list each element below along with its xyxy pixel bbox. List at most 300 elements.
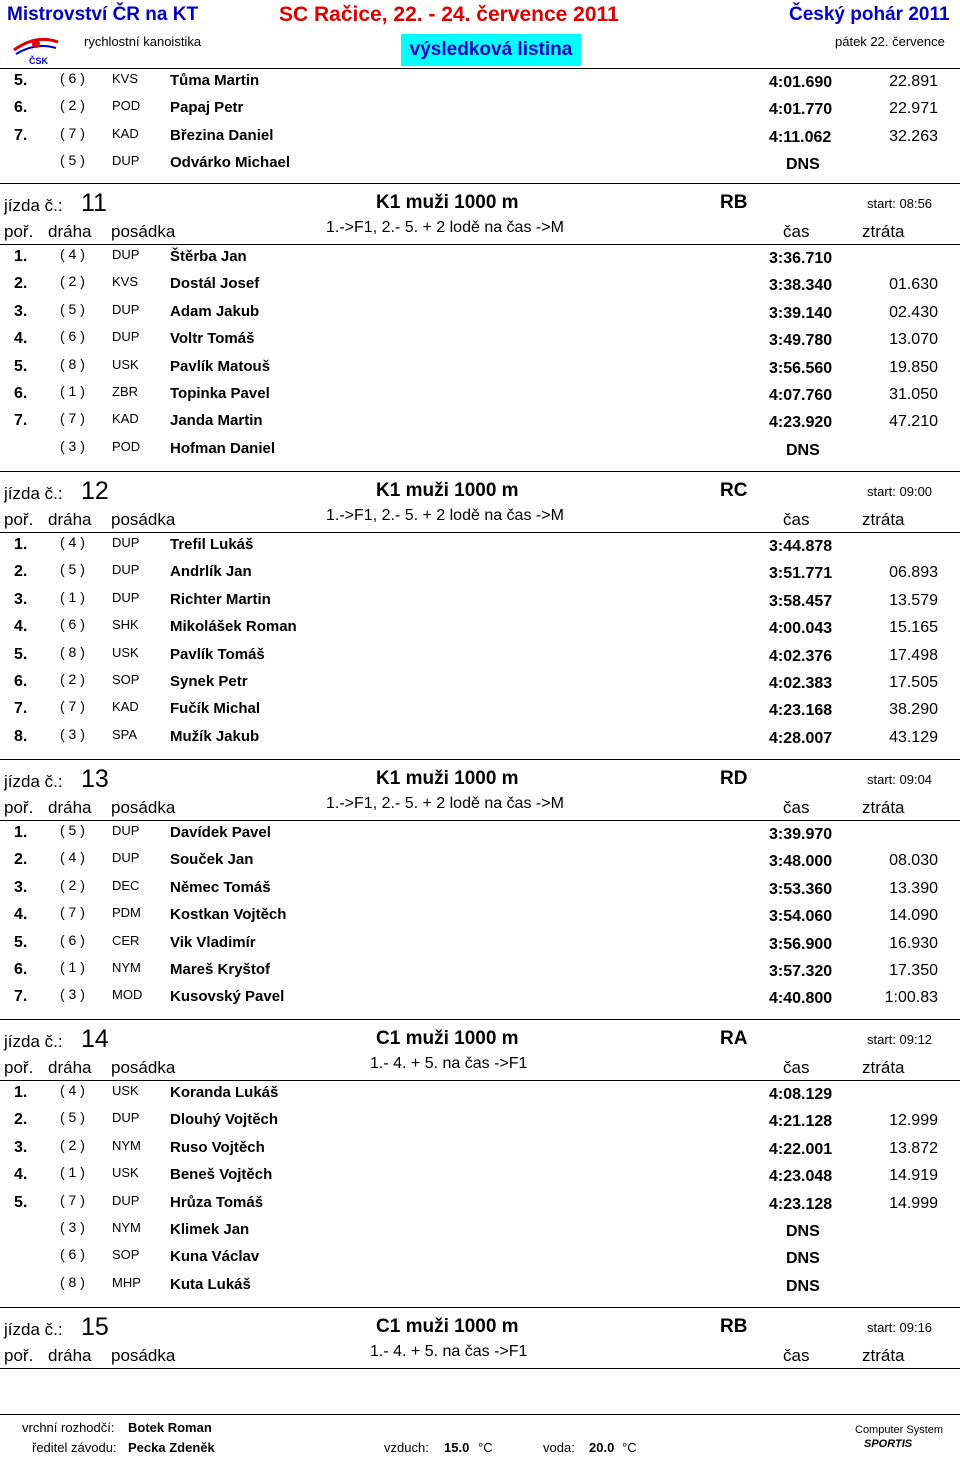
result-row bbox=[0, 697, 960, 724]
lane-cell: ( 7 ) bbox=[60, 125, 85, 141]
time-cell: 4:01.770 bbox=[769, 101, 833, 118]
air-temp-label: vzduch: bbox=[384, 1440, 429, 1455]
loss-cell: 22.971 bbox=[889, 100, 938, 117]
place-cell: 7. bbox=[14, 988, 28, 1005]
name-cell: Hrůza Tomáš bbox=[170, 1194, 264, 1211]
place-cell: 3. bbox=[14, 879, 28, 896]
time-cell: DNS bbox=[786, 1223, 820, 1240]
time-cell: 4:08.129 bbox=[769, 1086, 833, 1103]
time-cell: 3:54.060 bbox=[769, 908, 833, 925]
water-temp-label: voda: bbox=[543, 1440, 575, 1455]
race-group: RD bbox=[720, 768, 748, 789]
federation-logo bbox=[10, 28, 62, 66]
place-cell: 4. bbox=[14, 1166, 28, 1183]
loss-cell: 01.630 bbox=[889, 276, 938, 293]
col-loss-header: ztráta bbox=[862, 1058, 905, 1077]
place-cell: 6. bbox=[14, 961, 28, 978]
club-cell: NYM bbox=[112, 1220, 141, 1235]
loss-cell: 38.290 bbox=[889, 701, 938, 718]
place-cell: 6. bbox=[14, 99, 28, 116]
race-number: 13 bbox=[81, 765, 109, 793]
name-cell: Dlouhý Vojtěch bbox=[170, 1111, 279, 1128]
name-cell: Hofman Daniel bbox=[170, 440, 276, 457]
time-cell: 4:07.760 bbox=[769, 387, 833, 404]
lane-cell: ( 6 ) bbox=[60, 328, 85, 344]
col-lane-header: dráha bbox=[48, 1346, 92, 1365]
club-cell: KVS bbox=[112, 274, 139, 289]
time-cell: DNS bbox=[786, 442, 820, 459]
col-time-header: čas bbox=[783, 510, 810, 529]
race-divider bbox=[0, 1019, 960, 1020]
col-time-header: čas bbox=[783, 222, 810, 241]
result-row bbox=[0, 1163, 960, 1190]
footer-divider bbox=[0, 1414, 960, 1415]
place-cell: 4. bbox=[14, 906, 28, 923]
computer-system-label: Computer System bbox=[855, 1424, 944, 1436]
place-cell: 8. bbox=[14, 728, 28, 745]
race-group: RB bbox=[720, 192, 748, 213]
club-cell: CER bbox=[112, 933, 140, 948]
championship-title: Mistrovství ČR na KT bbox=[7, 4, 199, 25]
place-cell: 2. bbox=[14, 563, 28, 580]
place-cell: 1. bbox=[14, 248, 28, 265]
col-time-header: čas bbox=[783, 1346, 810, 1365]
col-lane-header: dráha bbox=[48, 1058, 92, 1077]
club-cell: NYM bbox=[112, 960, 141, 975]
lane-cell: ( 7 ) bbox=[60, 410, 85, 426]
club-cell: DUP bbox=[112, 562, 140, 577]
day-label: pátek 22. července bbox=[835, 34, 945, 49]
col-time-header: čas bbox=[783, 798, 810, 817]
race-label: jízda č.: bbox=[4, 1032, 63, 1051]
name-cell: Dostál Josef bbox=[170, 275, 260, 292]
name-cell: Pavlík Matouš bbox=[170, 358, 271, 375]
loss-cell: 08.030 bbox=[889, 852, 938, 869]
col-time-header: čas bbox=[783, 1058, 810, 1077]
lane-cell: ( 1 ) bbox=[60, 1164, 85, 1180]
result-row bbox=[0, 1108, 960, 1135]
club-cell: KAD bbox=[112, 411, 139, 426]
result-row bbox=[0, 643, 960, 670]
col-crew-header: posádka bbox=[111, 1346, 176, 1365]
lane-cell: ( 2 ) bbox=[60, 671, 85, 687]
sportis-logo: SPORTIS bbox=[864, 1438, 913, 1450]
time-cell: DNS bbox=[786, 1278, 820, 1295]
lane-cell: ( 5 ) bbox=[60, 561, 85, 577]
lane-cell: ( 3 ) bbox=[60, 1219, 85, 1235]
result-row bbox=[0, 409, 960, 436]
result-row bbox=[0, 1273, 960, 1300]
col-loss-header: ztráta bbox=[862, 1346, 905, 1365]
result-row bbox=[0, 903, 960, 930]
name-cell: Mikolášek Roman bbox=[170, 618, 297, 635]
time-cell: 3:38.340 bbox=[769, 277, 833, 294]
time-cell: 4:28.007 bbox=[769, 730, 833, 747]
time-cell: 4:23.920 bbox=[769, 414, 833, 431]
club-cell: DUP bbox=[112, 850, 140, 865]
lane-cell: ( 7 ) bbox=[60, 1192, 85, 1208]
place-cell: 3. bbox=[14, 303, 28, 320]
place-cell: 4. bbox=[14, 618, 28, 635]
col-lane-header: dráha bbox=[48, 222, 92, 241]
name-cell: Kuna Václav bbox=[170, 1248, 260, 1265]
lane-cell: ( 1 ) bbox=[60, 589, 85, 605]
logo-text: ČSK bbox=[29, 56, 49, 66]
race-title: K1 muži 1000 m bbox=[376, 768, 519, 789]
race-number: 12 bbox=[81, 477, 109, 505]
loss-cell: 31.050 bbox=[889, 386, 938, 403]
race-title: C1 muži 1000 m bbox=[376, 1028, 519, 1049]
race-label: jízda č.: bbox=[4, 1320, 63, 1339]
time-cell: 3:48.000 bbox=[769, 853, 833, 870]
club-cell: DUP bbox=[112, 535, 140, 550]
result-row bbox=[0, 848, 960, 875]
place-cell: 7. bbox=[14, 412, 28, 429]
name-cell: Mareš Kryštof bbox=[170, 961, 271, 978]
place-cell: 5. bbox=[14, 1194, 28, 1211]
place-cell: 1. bbox=[14, 1084, 28, 1101]
result-row bbox=[0, 327, 960, 354]
loss-cell: 14.919 bbox=[889, 1167, 938, 1184]
time-cell: 4:23.168 bbox=[769, 702, 833, 719]
club-cell: DEC bbox=[112, 878, 140, 893]
place-cell: 5. bbox=[14, 646, 28, 663]
place-cell: 3. bbox=[14, 1139, 28, 1156]
name-cell: Davídek Pavel bbox=[170, 824, 271, 841]
lane-cell: ( 2 ) bbox=[60, 273, 85, 289]
lane-cell: ( 8 ) bbox=[60, 1274, 85, 1290]
lane-cell: ( 6 ) bbox=[60, 616, 85, 632]
time-cell: 4:02.383 bbox=[769, 675, 833, 692]
club-cell: KVS bbox=[112, 71, 139, 86]
air-temp-unit: °C bbox=[478, 1440, 493, 1455]
result-row bbox=[0, 151, 960, 178]
time-cell: 4:01.690 bbox=[769, 74, 833, 91]
place-cell: 4. bbox=[14, 330, 28, 347]
col-crew-header: posádka bbox=[111, 222, 176, 241]
race-title: C1 muži 1000 m bbox=[376, 1316, 519, 1337]
time-cell: DNS bbox=[786, 1250, 820, 1267]
loss-cell: 12.999 bbox=[889, 1112, 938, 1129]
club-cell: USK bbox=[112, 1083, 139, 1098]
col-place-header: poř. bbox=[4, 222, 34, 241]
name-cell: Kostkan Vojtěch bbox=[170, 906, 287, 923]
time-cell: 3:36.710 bbox=[769, 250, 833, 267]
name-cell: Koranda Lukáš bbox=[170, 1084, 279, 1101]
time-cell: 4:23.128 bbox=[769, 1196, 833, 1213]
result-row bbox=[0, 1081, 960, 1108]
loss-cell: 14.090 bbox=[889, 907, 938, 924]
lane-cell: ( 1 ) bbox=[60, 959, 85, 975]
name-cell: Tůma Martin bbox=[170, 72, 260, 89]
lane-cell: ( 6 ) bbox=[60, 70, 85, 86]
lane-cell: ( 8 ) bbox=[60, 356, 85, 372]
result-row bbox=[0, 958, 960, 985]
club-cell: SOP bbox=[112, 1247, 140, 1262]
lane-cell: ( 6 ) bbox=[60, 932, 85, 948]
time-cell: 3:53.360 bbox=[769, 881, 833, 898]
race-label: jízda č.: bbox=[4, 772, 63, 791]
place-cell: 1. bbox=[14, 536, 28, 553]
lane-cell: ( 2 ) bbox=[60, 877, 85, 893]
race-number: 15 bbox=[81, 1313, 109, 1341]
club-cell: MHP bbox=[112, 1275, 141, 1290]
name-cell: Andrlík Jan bbox=[170, 563, 252, 580]
place-cell: 1. bbox=[14, 824, 28, 841]
club-cell: SOP bbox=[112, 672, 140, 687]
lane-cell: ( 2 ) bbox=[60, 97, 85, 113]
name-cell: Štěrba Jan bbox=[170, 248, 247, 265]
race-start-time: start: 09:16 bbox=[867, 1320, 933, 1335]
lane-cell: ( 5 ) bbox=[60, 1109, 85, 1125]
race-start-time: start: 09:00 bbox=[867, 484, 933, 499]
col-lane-header: dráha bbox=[48, 510, 92, 529]
place-cell: 5. bbox=[14, 934, 28, 951]
referee-label: vrchní rozhodčí: bbox=[22, 1420, 115, 1435]
name-cell: Ruso Vojtěch bbox=[170, 1139, 265, 1156]
loss-cell: 17.498 bbox=[889, 647, 938, 664]
race-number: 14 bbox=[81, 1025, 109, 1053]
place-cell: 6. bbox=[14, 385, 28, 402]
result-row bbox=[0, 560, 960, 587]
result-row bbox=[0, 1191, 960, 1218]
air-temp-value: 15.0 bbox=[444, 1440, 470, 1455]
name-cell: Souček Jan bbox=[170, 851, 254, 868]
loss-cell: 13.390 bbox=[889, 880, 938, 897]
loss-cell: 17.350 bbox=[889, 962, 938, 979]
progression-rule: 1.- 4. + 5. na čas ->F1 bbox=[370, 1055, 528, 1072]
col-loss-header: ztráta bbox=[862, 510, 905, 529]
club-cell: KAD bbox=[112, 699, 139, 714]
lane-cell: ( 4 ) bbox=[60, 849, 85, 865]
progression-rule: 1.- 4. + 5. na čas ->F1 bbox=[370, 1343, 528, 1360]
time-cell: DNS bbox=[786, 156, 820, 173]
time-cell: 3:44.878 bbox=[769, 538, 833, 555]
name-cell: Synek Petr bbox=[170, 673, 248, 690]
progression-rule: 1.->F1, 2.- 5. + 2 lodě na čas ->M bbox=[326, 219, 564, 236]
time-cell: 4:00.043 bbox=[769, 620, 833, 637]
race-label: jízda č.: bbox=[4, 196, 63, 215]
result-row bbox=[0, 588, 960, 615]
race-group: RB bbox=[720, 1316, 748, 1337]
race-divider bbox=[0, 1307, 960, 1308]
place-cell: 3. bbox=[14, 591, 28, 608]
col-place-header: poř. bbox=[4, 798, 34, 817]
lane-cell: ( 3 ) bbox=[60, 986, 85, 1002]
document-type-banner: výsledková listina bbox=[401, 34, 581, 66]
club-cell: SHK bbox=[112, 617, 139, 632]
lane-cell: ( 4 ) bbox=[60, 246, 85, 262]
time-cell: 3:58.457 bbox=[769, 593, 833, 610]
race-header bbox=[0, 762, 960, 820]
race-divider bbox=[0, 471, 960, 472]
col-loss-header: ztráta bbox=[862, 222, 905, 241]
lane-cell: ( 7 ) bbox=[60, 904, 85, 920]
water-temp-value: 20.0 bbox=[589, 1440, 615, 1455]
name-cell: Pavlík Tomáš bbox=[170, 646, 265, 663]
col-place-header: poř. bbox=[4, 1058, 34, 1077]
time-cell: 3:56.560 bbox=[769, 360, 833, 377]
lane-cell: ( 3 ) bbox=[60, 438, 85, 454]
name-cell: Vik Vladimír bbox=[170, 934, 256, 951]
lane-cell: ( 3 ) bbox=[60, 726, 85, 742]
name-cell: Odvárko Michael bbox=[170, 154, 291, 171]
director-label: ředitel závodu: bbox=[32, 1440, 117, 1455]
club-cell: DUP bbox=[112, 1110, 140, 1125]
col-place-header: poř. bbox=[4, 1346, 34, 1365]
col-loss-header: ztráta bbox=[862, 798, 905, 817]
referee-name: Botek Roman bbox=[128, 1420, 212, 1435]
club-cell: ZBR bbox=[112, 384, 138, 399]
result-row bbox=[0, 300, 960, 327]
result-row bbox=[0, 615, 960, 642]
result-row bbox=[0, 382, 960, 409]
name-cell: Richter Martin bbox=[170, 591, 271, 608]
col-crew-header: posádka bbox=[111, 798, 176, 817]
race-title: K1 muži 1000 m bbox=[376, 192, 519, 213]
name-cell: Beneš Vojtěch bbox=[170, 1166, 273, 1183]
result-row bbox=[0, 355, 960, 382]
time-cell: 3:49.780 bbox=[769, 332, 833, 349]
name-cell: Adam Jakub bbox=[170, 303, 260, 320]
page-footer bbox=[0, 1416, 960, 1466]
name-cell: Topinka Pavel bbox=[170, 385, 270, 402]
club-cell: USK bbox=[112, 645, 139, 660]
lane-cell: ( 5 ) bbox=[60, 152, 85, 168]
time-cell: 4:21.128 bbox=[769, 1113, 833, 1130]
race-divider bbox=[0, 183, 960, 184]
name-cell: Klimek Jan bbox=[170, 1221, 250, 1238]
lane-cell: ( 5 ) bbox=[60, 301, 85, 317]
name-cell: Papaj Petr bbox=[170, 99, 244, 116]
result-row bbox=[0, 272, 960, 299]
club-cell: DUP bbox=[112, 302, 140, 317]
time-cell: 4:22.001 bbox=[769, 1141, 833, 1158]
club-cell: DUP bbox=[112, 590, 140, 605]
race-start-time: start: 09:12 bbox=[867, 1032, 933, 1047]
loss-cell: 15.165 bbox=[889, 619, 938, 636]
club-cell: USK bbox=[112, 1165, 139, 1180]
time-cell: 3:57.320 bbox=[769, 963, 833, 980]
col-crew-header: posádka bbox=[111, 1058, 176, 1077]
col-place-header: poř. bbox=[4, 510, 34, 529]
club-cell: KAD bbox=[112, 126, 139, 141]
club-cell: DUP bbox=[112, 153, 140, 168]
lane-cell: ( 4 ) bbox=[60, 1082, 85, 1098]
race-start-time: start: 09:04 bbox=[867, 772, 933, 787]
time-cell: 3:39.970 bbox=[769, 826, 833, 843]
loss-cell: 43.129 bbox=[889, 729, 938, 746]
discipline-label: rychlostní kanoistika bbox=[84, 34, 202, 49]
loss-cell: 13.579 bbox=[889, 592, 938, 609]
name-cell: Trefil Lukáš bbox=[170, 536, 254, 553]
event-title: SC Račice, 22. - 24. července 2011 bbox=[279, 3, 619, 26]
race-header bbox=[0, 474, 960, 532]
result-row bbox=[0, 876, 960, 903]
result-row bbox=[0, 69, 960, 96]
result-row bbox=[0, 821, 960, 848]
place-cell: 5. bbox=[14, 72, 28, 89]
col-lane-header: dráha bbox=[48, 798, 92, 817]
race-title: K1 muži 1000 m bbox=[376, 480, 519, 501]
name-cell: Kusovský Pavel bbox=[170, 988, 285, 1005]
race-number: 11 bbox=[81, 189, 107, 217]
loss-cell: 22.891 bbox=[889, 73, 938, 90]
lane-cell: ( 4 ) bbox=[60, 534, 85, 550]
result-row bbox=[0, 96, 960, 123]
col-crew-header: posádka bbox=[111, 510, 176, 529]
name-cell: Kuta Lukáš bbox=[170, 1276, 251, 1293]
time-cell: 4:23.048 bbox=[769, 1168, 833, 1185]
place-cell: 2. bbox=[14, 1111, 28, 1128]
loss-cell: 06.893 bbox=[889, 564, 938, 581]
place-cell: 7. bbox=[14, 127, 28, 144]
lane-cell: ( 2 ) bbox=[60, 1137, 85, 1153]
place-cell: 5. bbox=[14, 358, 28, 375]
race-group: RC bbox=[720, 480, 748, 501]
lane-cell: ( 8 ) bbox=[60, 644, 85, 660]
club-cell: DUP bbox=[112, 823, 140, 838]
race-header bbox=[0, 1022, 960, 1080]
result-row bbox=[0, 985, 960, 1012]
club-cell: POD bbox=[112, 98, 141, 113]
race-start-time: start: 08:56 bbox=[867, 196, 933, 211]
lane-cell: ( 1 ) bbox=[60, 383, 85, 399]
club-cell: DUP bbox=[112, 247, 140, 262]
place-cell: 2. bbox=[14, 275, 28, 292]
race-group: RA bbox=[720, 1028, 748, 1049]
result-row bbox=[0, 124, 960, 151]
loss-cell: 32.263 bbox=[889, 128, 938, 145]
result-row bbox=[0, 1136, 960, 1163]
club-cell: DUP bbox=[112, 329, 140, 344]
club-cell: MOD bbox=[112, 987, 143, 1002]
progression-rule: 1.->F1, 2.- 5. + 2 lodě na čas ->M bbox=[326, 507, 564, 524]
club-cell: NYM bbox=[112, 1138, 141, 1153]
cup-title: Český pohár 2011 bbox=[789, 4, 950, 25]
race-header bbox=[0, 186, 960, 244]
loss-cell: 19.850 bbox=[889, 359, 938, 376]
race-label: jízda č.: bbox=[4, 484, 63, 503]
name-cell: Fučík Michal bbox=[170, 700, 261, 717]
club-cell: DUP bbox=[112, 1193, 140, 1208]
club-cell: USK bbox=[112, 357, 139, 372]
result-row bbox=[0, 1245, 960, 1272]
result-row bbox=[0, 931, 960, 958]
name-cell: Němec Tomáš bbox=[170, 879, 271, 896]
loss-cell: 13.070 bbox=[889, 331, 938, 348]
progression-rule: 1.->F1, 2.- 5. + 2 lodě na čas ->M bbox=[326, 795, 564, 812]
lane-cell: ( 6 ) bbox=[60, 1246, 85, 1262]
club-cell: PDM bbox=[112, 905, 141, 920]
race-header-divider bbox=[0, 1368, 960, 1369]
water-temp-unit: °C bbox=[622, 1440, 637, 1455]
race-divider bbox=[0, 759, 960, 760]
loss-cell: 47.210 bbox=[889, 413, 938, 430]
name-cell: Březina Daniel bbox=[170, 127, 274, 144]
time-cell: 4:40.800 bbox=[769, 990, 833, 1007]
result-row bbox=[0, 1218, 960, 1245]
time-cell: 3:39.140 bbox=[769, 305, 833, 322]
result-row bbox=[0, 670, 960, 697]
loss-cell: 13.872 bbox=[889, 1140, 938, 1157]
time-cell: 3:51.771 bbox=[769, 565, 833, 582]
place-cell: 7. bbox=[14, 700, 28, 717]
result-row bbox=[0, 533, 960, 560]
loss-cell: 14.999 bbox=[889, 1195, 938, 1212]
name-cell: Janda Martin bbox=[170, 412, 263, 429]
lane-cell: ( 7 ) bbox=[60, 698, 85, 714]
